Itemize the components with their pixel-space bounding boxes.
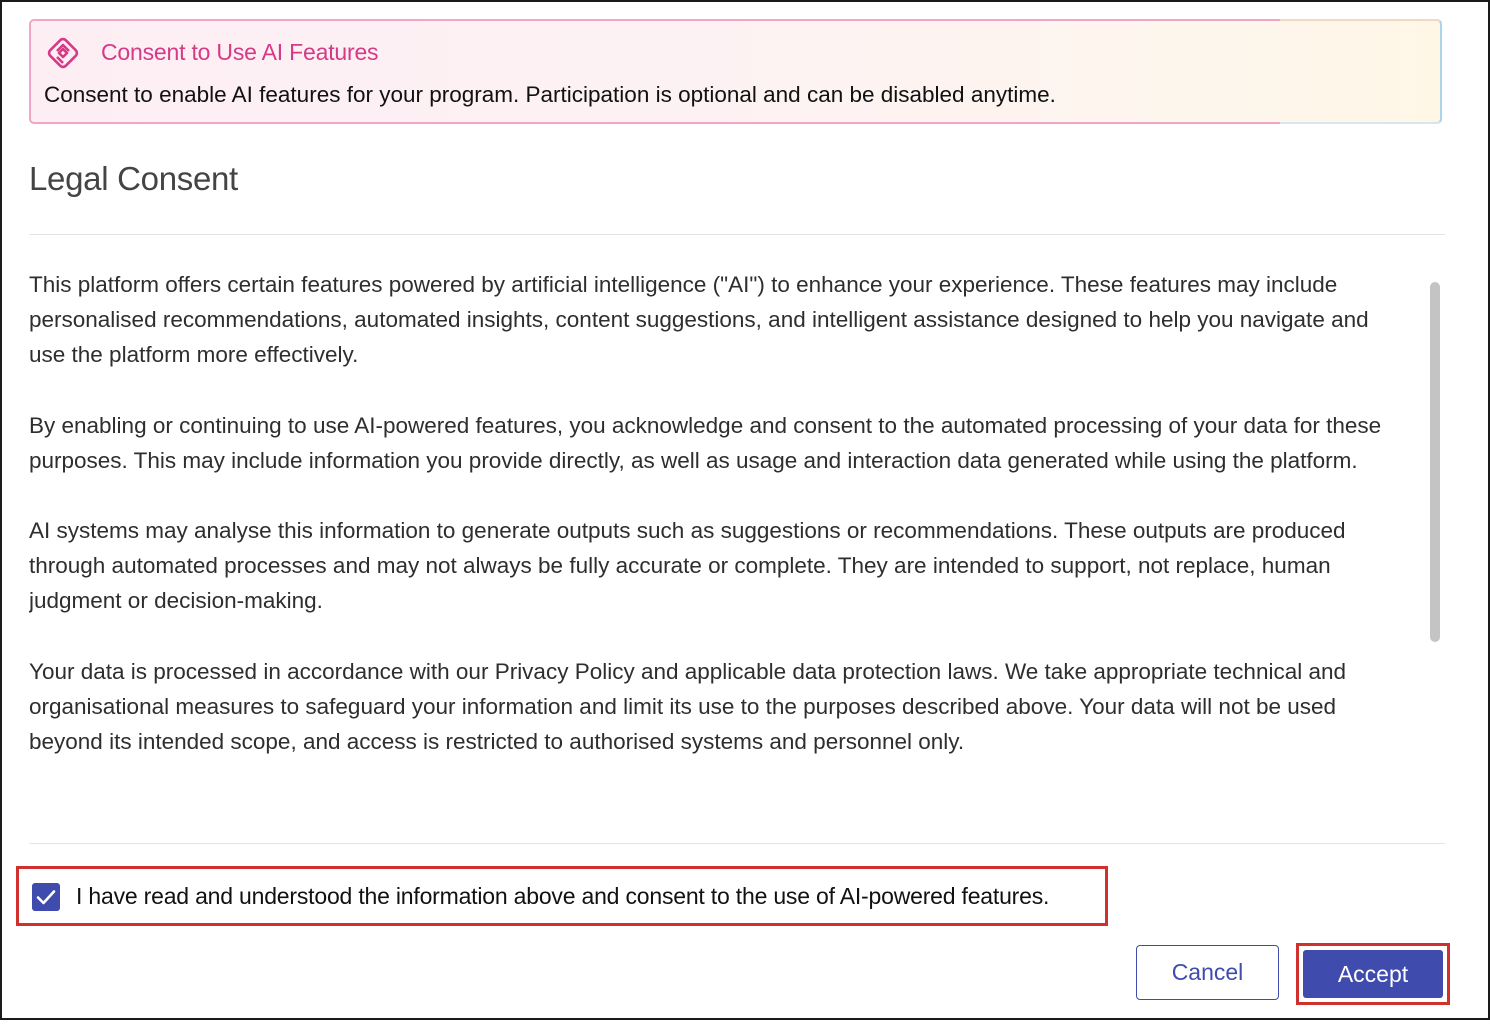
consent-checkbox-row[interactable] — [16, 866, 1108, 926]
accept-button[interactable]: Accept — [1303, 950, 1443, 998]
consent-checkbox[interactable] — [32, 883, 60, 911]
legal-text-scroll-area[interactable] — [29, 267, 1409, 801]
banner-description: Consent to enable AI features for your program. Participation is optional and can be disabled anytime. — [44, 82, 1056, 107]
cancel-button[interactable]: Cancel — [1136, 945, 1279, 1000]
consent-label[interactable]: I have read and understood the information above and consent to the use of AI-powered features. — [76, 883, 1050, 909]
banner-title: Consent to Use AI Features — [101, 39, 379, 65]
legal-paragraph: By enabling or continuing to use AI-powered features, you acknowledge and consent to the automated processing of your data for these purposes. This may include information you provide directly, as well as usage and interaction data generated while using the platform. — [29, 412, 1382, 473]
ai-sparkle-icon — [45, 35, 81, 71]
checkmark-icon — [35, 886, 57, 908]
divider — [29, 843, 1445, 844]
section-heading: Legal Consent — [29, 160, 238, 197]
accept-button-highlight — [1296, 943, 1450, 1005]
legal-paragraph: Your data is processed in accordance with our Privacy Policy and applicable data protection laws. We take appropriate technical and organisational measures to safeguard your information and limit its use to the purposes described above. Your data will not be used beyond its intended scope, and access is restricted to authorised systems and personnel only. — [29, 658, 1347, 755]
info-banner — [29, 19, 1442, 124]
divider — [29, 234, 1445, 235]
scrollbar-thumb[interactable] — [1430, 282, 1440, 642]
legal-paragraph: This platform offers certain features powered by artificial intelligence ("AI") to enhance your experience. These features may include personalised recommendations, automated insights, content suggestions, and intelligent assistance designed to help you navigate and use the platform more effectively. — [29, 272, 1369, 368]
legal-paragraph: AI systems may analyse this information to generate outputs such as suggestions or recommendations. These outputs are produced through automated processes and may not always be fully accurate or complete. They are intended to support, not replace, human judgment or decision-making. — [29, 518, 1346, 614]
